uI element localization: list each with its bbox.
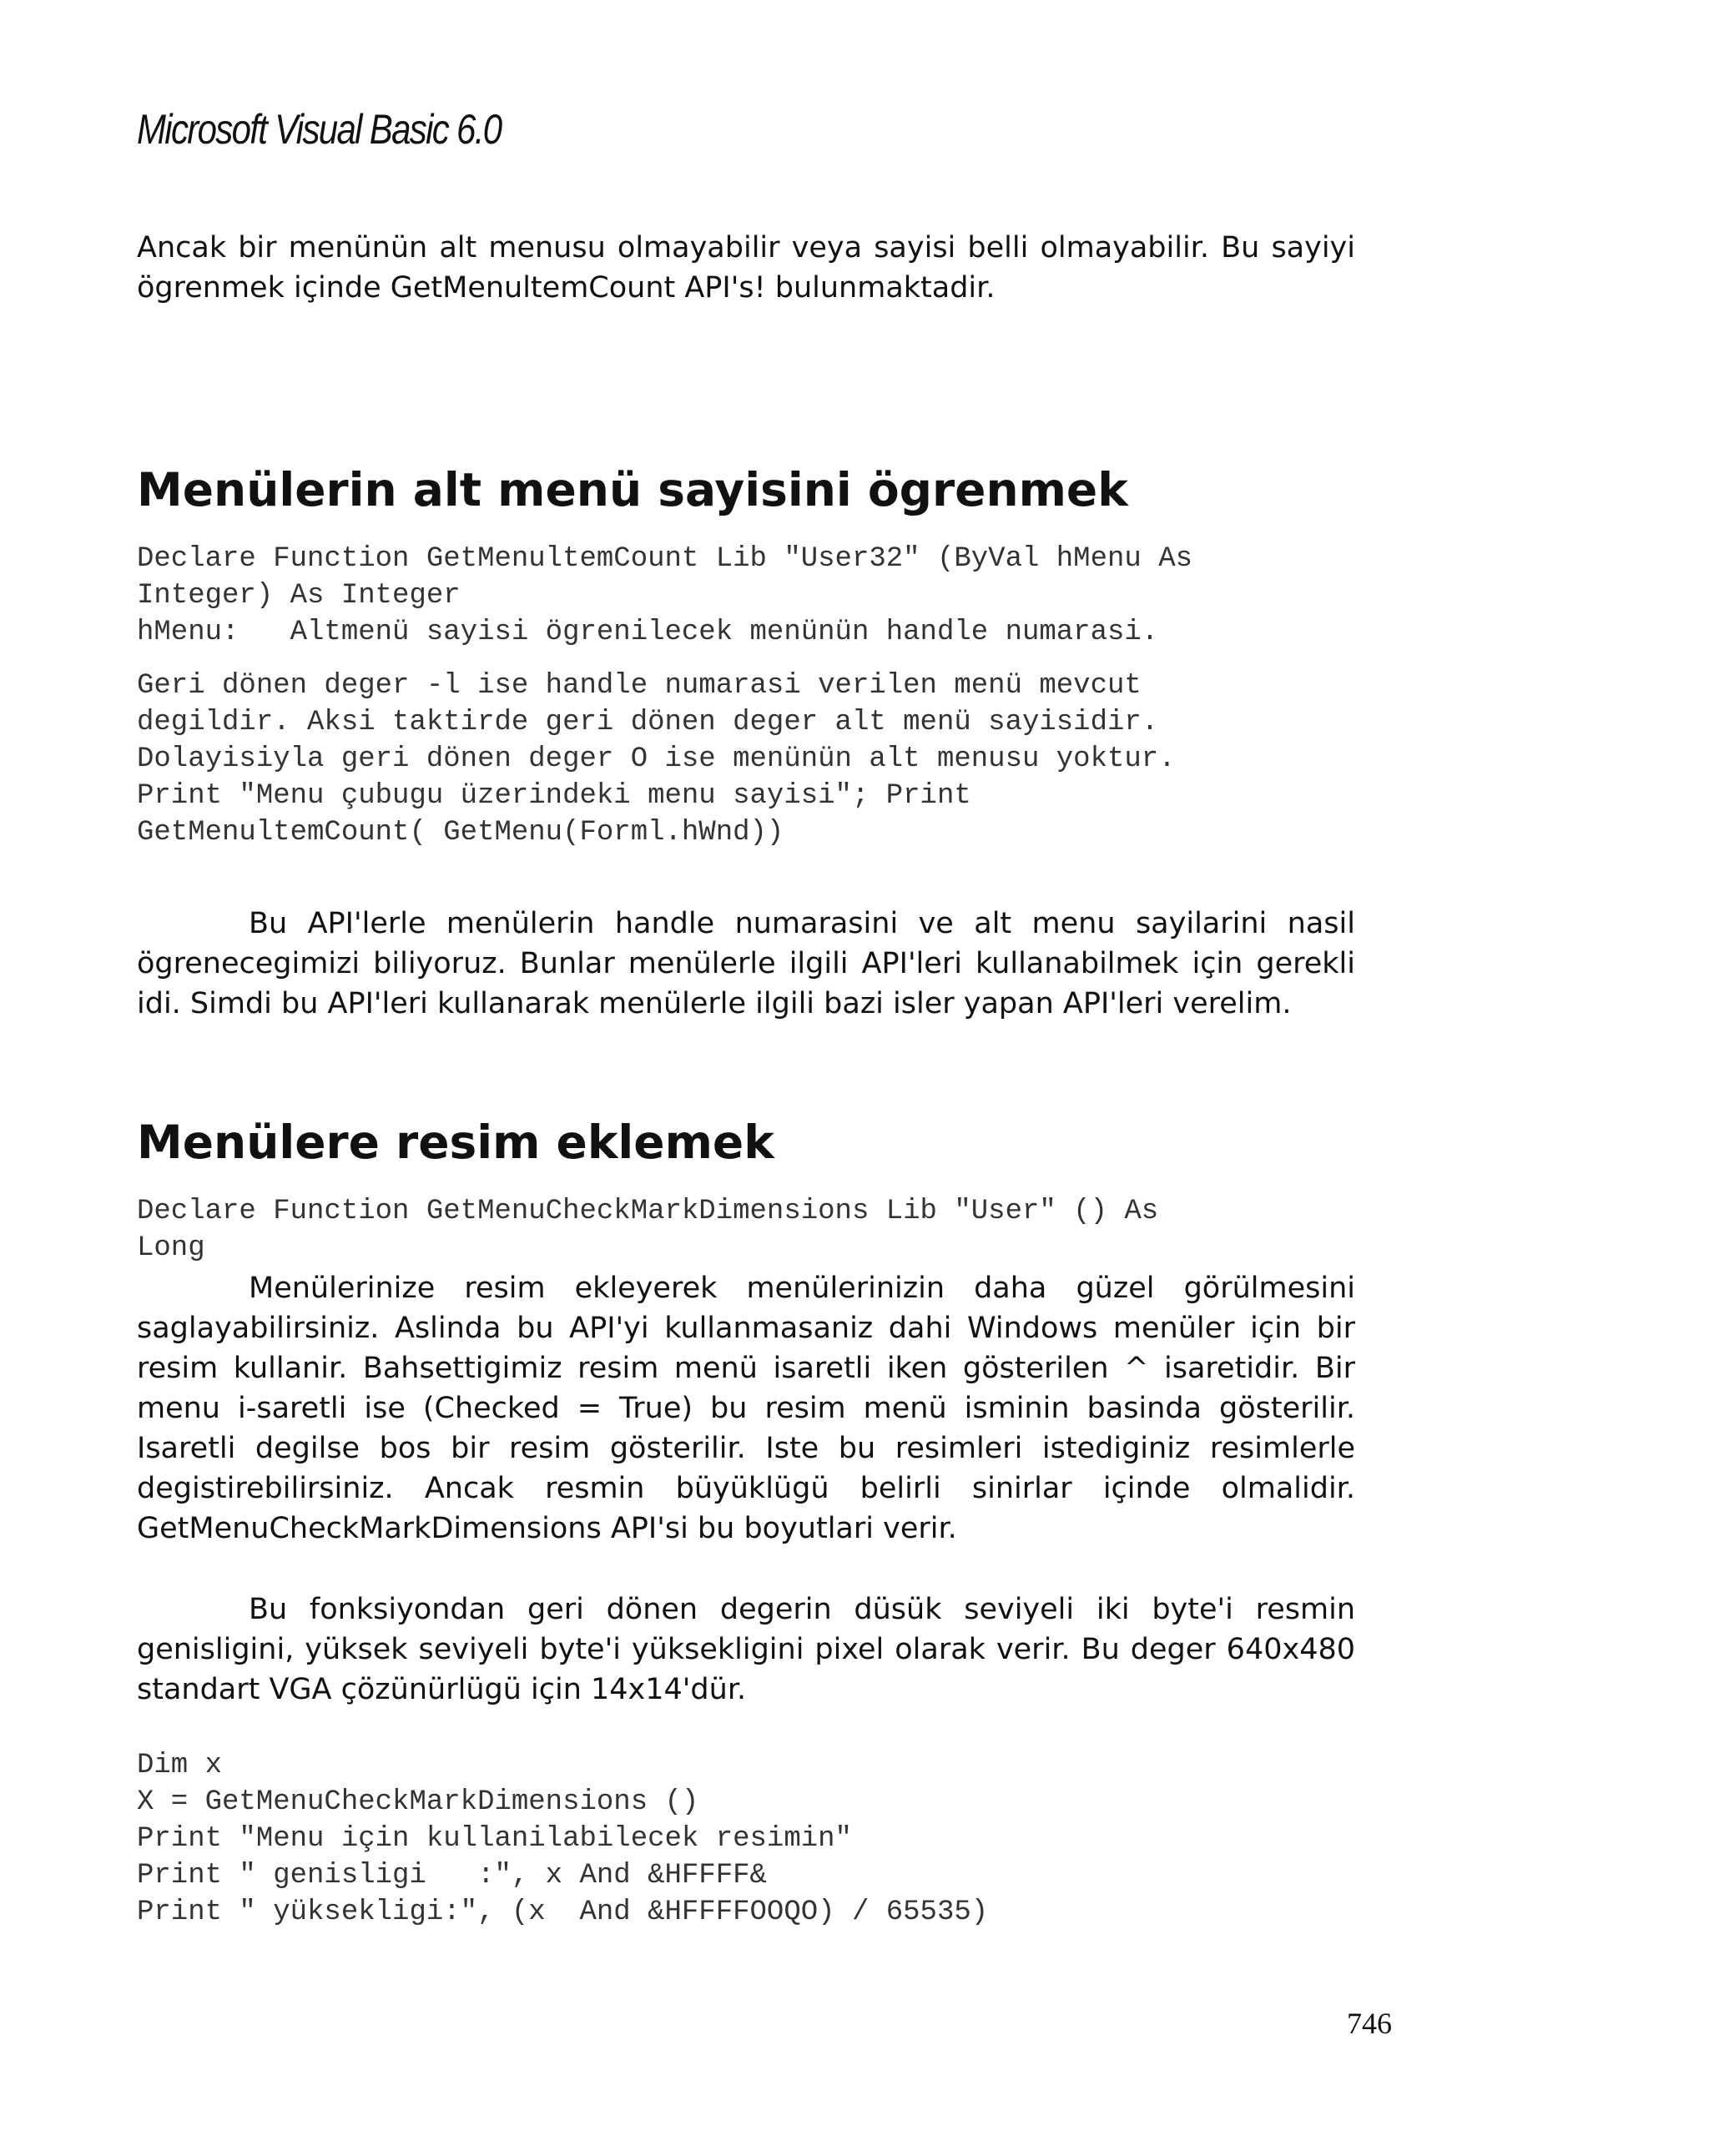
code-line: Long	[137, 1232, 205, 1264]
code-line: Print "Menu çubugu üzerindeki menu sayisi"; Print	[137, 780, 971, 812]
code-line: Print "Menu için kullanilabilecek resimin"	[137, 1823, 852, 1855]
declare-block-getmenuitemcount	[137, 541, 1389, 651]
code-line: GetMenultemCount( GetMenu(Forml.hWnd))	[137, 817, 784, 849]
code-example-block	[137, 1747, 1389, 1931]
page-number: 746	[1347, 2007, 1392, 2040]
body-paragraph-menu-images: Menülerinize resim ekleyerek menülerinizin daha güzel görülmesini saglayabilirsiniz. Aslinda bu API'yi kullanmasaniz dahi Windows menüler için bir resim kullanir. Bahsettigimiz resim menü isaretli iken gösterilen ^ isaretidir. Bir menu i-saretli ise (Checked = True) bu resim menü isminin basinda gösterilir. Isaretli degilse bos bir resim gösterilir. Iste bu resimleri istediginiz resimlerle degistirebilirsiniz. Ancak resmin büyüklügü belirli sinirlar içinde olmalidir. GetMenuCheckMarkDimensions API'si bu boyutlari verir.	[137, 1272, 1355, 1545]
running-header-title: Microsoft Visual Basic 6.0	[137, 106, 502, 153]
code-line: X = GetMenuCheckMarkDimensions ()	[137, 1786, 699, 1818]
declare-block-getmenucheckmarkdimensions	[137, 1193, 1389, 1267]
code-line: Geri dönen deger -l ise handle numarasi verilen menü mevcut	[137, 670, 1142, 702]
code-line: Declare Function GetMenultemCount Lib "User32" (ByVal hMenu As	[137, 543, 1193, 575]
section-heading-menu-images: Menülere resim eklemek	[137, 1116, 774, 1169]
description-block-return-value	[137, 667, 1389, 851]
section-heading-submenu-count: Menülerin alt menü sayisini ögrenmek	[137, 463, 1128, 516]
code-line: hMenu: Altmenü sayisi ögrenilecek menünün handle numarasi.	[137, 617, 1159, 648]
code-line: Dolayisiyla geri dönen deger O ise menünün alt menusu yoktur.	[137, 743, 1176, 775]
code-line: Integer) As Integer	[137, 580, 461, 612]
code-line: Dim x	[137, 1750, 223, 1781]
body-paragraph-return-value: Bu fonksiyondan geri dönen degerin düsük seviyeli iki byte'i resmin genisligini, yüksek seviyeli byte'i yüksekligini pixel olarak verir. Bu deger 640x480 standart VGA çözünürlügü için 14x14'dür.	[137, 1593, 1355, 1706]
code-line: Print " genisligi :", x And &HFFFF&	[137, 1860, 767, 1892]
code-line: Print " yüksekligi:", (x And &HFFFFOOQO) / 65535)	[137, 1897, 989, 1928]
code-line: degildir. Aksi taktirde geri dönen deger alt menü sayisidir.	[137, 707, 1159, 738]
intro-paragraph: Ancak bir menünün alt menusu olmayabilir veya sayisi belli olmayabilir. Bu sayiyi ögrenmek içinde GetMenultemCount API's! bulunmaktadir.	[137, 231, 1355, 305]
code-line: Declare Function GetMenuCheckMarkDimensions Lib "User" () As	[137, 1196, 1159, 1227]
body-paragraph-api-intro: Bu API'lerle menülerin handle numarasini ve alt menu sayilarini nasil ögrenecegimizi biliyoruz. Bunlar menülerle ilgili API'leri kullanabilmek için gerekli idi. Simdi bu API'leri kullanarak menülerle ilgili bazi isler yapan API'leri verelim.	[137, 907, 1355, 1020]
